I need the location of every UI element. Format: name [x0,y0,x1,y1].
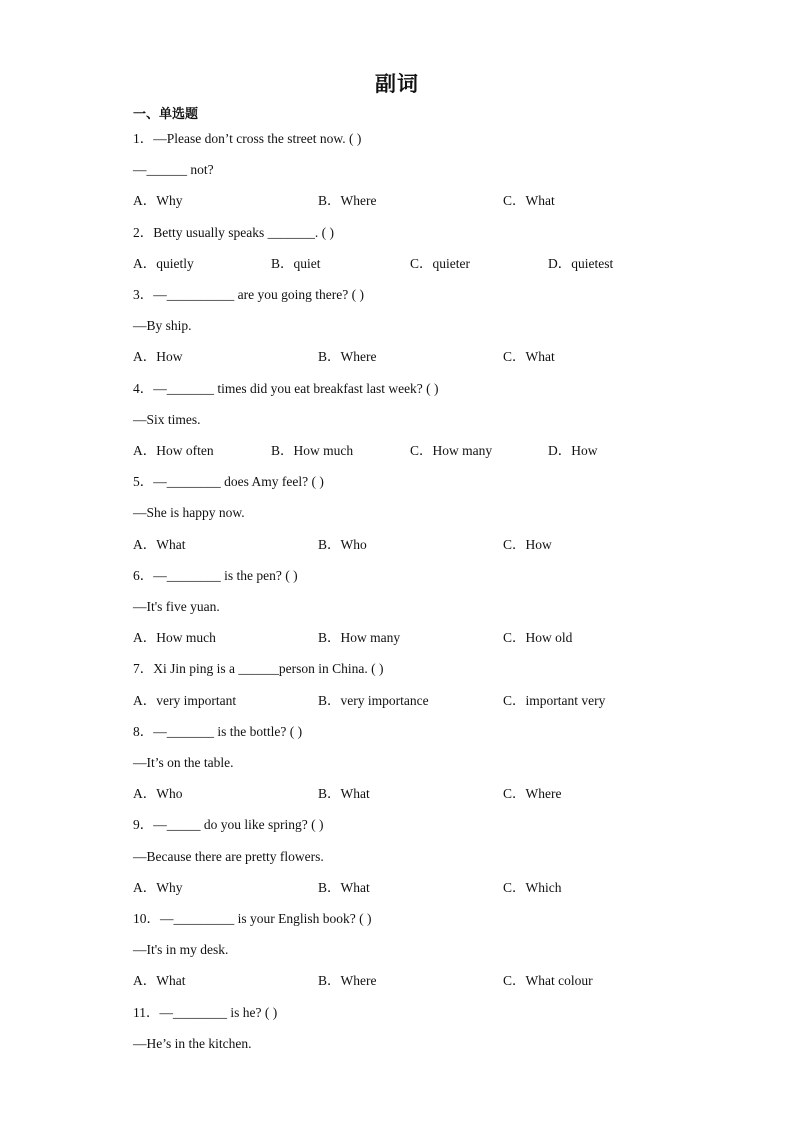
question-6-option-c: C．How old [503,630,573,645]
question-4-option-c: C．How many [410,443,493,458]
question-5-stem: 5．—________ does Amy feel? ( ) [133,474,324,489]
question-6-option-a: A．How much [133,630,216,645]
question-2-option-a: A．quietly [133,256,194,271]
question-10-reply: —It's in my desk. [133,942,229,957]
question-4-option-d: D．How [548,443,598,458]
question-11-stem: 11．—________ is he? ( ) [133,1005,278,1020]
question-8-stem: 8．—_______ is the bottle? ( ) [133,724,303,739]
document-title: 副词 [375,72,419,96]
question-3-stem: 3．—__________ are you going there? ( ) [133,287,364,302]
question-9-option-a: A．Why [133,880,183,895]
question-10-option-a: A．What [133,973,186,988]
question-4-stem: 4．—_______ times did you eat breakfast last week? ( ) [133,381,439,396]
question-8-option-b: B．What [318,786,370,801]
question-7-stem: 7．Xi Jin ping is a ______person in China. ( ) [133,661,384,676]
question-1-stem: 1．—Please don’t cross the street now. ( ) [133,131,362,146]
question-1-option-a: A．Why [133,193,183,208]
question-8-reply: —It’s on the table. [133,755,234,770]
question-3-option-a: A．How [133,349,183,364]
question-10-stem: 10．—_________ is your English book? ( ) [133,911,372,926]
question-2-option-c: C．quieter [410,256,470,271]
question-9-stem: 9．—_____ do you like spring? ( ) [133,817,324,832]
question-2-option-d: D．quietest [548,256,614,271]
question-2-stem: 2．Betty usually speaks _______. ( ) [133,225,334,240]
question-8-option-c: C．Where [503,786,562,801]
question-3-reply: —By ship. [133,318,192,333]
question-6-option-b: B．How many [318,630,401,645]
question-7-option-a: A．very important [133,693,237,708]
question-9-option-c: C．Which [503,880,562,895]
question-4-option-b: B．How much [271,443,354,458]
question-7-option-c: C．important very [503,693,606,708]
question-11-reply: —He’s in the kitchen. [133,1036,252,1051]
question-10-option-c: C．What colour [503,973,593,988]
question-3-option-b: B．Where [318,349,377,364]
question-7-option-b: B．very importance [318,693,429,708]
question-5-option-b: B．Who [318,537,367,552]
question-1-reply: —______ not? [133,162,214,177]
question-9-reply: —Because there are pretty flowers. [133,849,324,864]
question-8-option-a: A．Who [133,786,183,801]
question-5-option-c: C．How [503,537,552,552]
question-5-reply: —She is happy now. [133,505,245,520]
section-heading: 一、单选题 [133,107,199,122]
question-6-reply: —It's five yuan. [133,599,220,614]
question-4-option-a: A．How often [133,443,214,458]
question-9-option-b: B．What [318,880,370,895]
question-3-option-c: C．What [503,349,555,364]
question-10-option-b: B．Where [318,973,377,988]
question-1-option-b: B．Where [318,193,377,208]
question-4-reply: —Six times. [133,412,201,427]
question-6-stem: 6．—________ is the pen? ( ) [133,568,298,583]
question-2-option-b: B．quiet [271,256,321,271]
question-5-option-a: A．What [133,537,186,552]
question-1-option-c: C．What [503,193,555,208]
